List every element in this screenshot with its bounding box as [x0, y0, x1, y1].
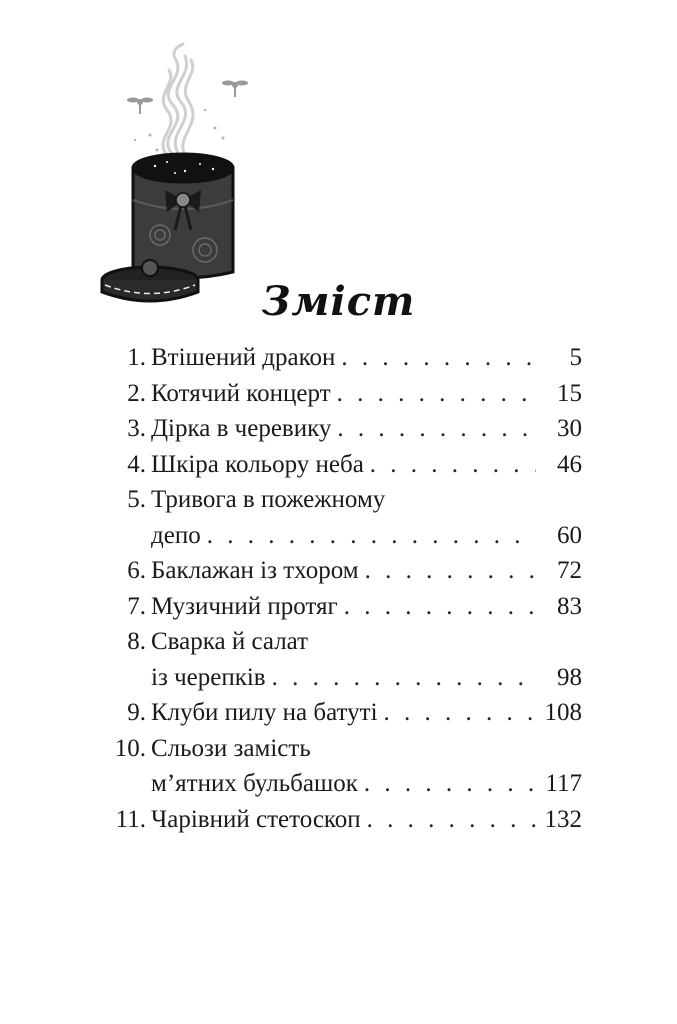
entry-number: 7.: [127, 592, 146, 620]
entry-page: 72: [557, 557, 582, 584]
toc-entry[interactable]: [100, 695, 582, 731]
entry-title: Сварка й салат: [151, 628, 309, 655]
dot-leader: [367, 802, 536, 838]
toc-entry[interactable]: [100, 340, 582, 376]
entry-page: 108: [544, 699, 582, 726]
toc-entry[interactable]: [100, 802, 582, 838]
entry-title: Дірка в черевику: [151, 415, 332, 442]
dot-leader: [207, 518, 536, 554]
entry-page: 15: [557, 379, 582, 407]
dot-leader: [370, 447, 536, 483]
entry-number: 4.: [127, 450, 146, 478]
entry-title: Втішений дракон: [151, 344, 336, 371]
entry-number: 8.: [127, 628, 146, 655]
dot-leader: [272, 660, 536, 696]
entry-number: 11.: [115, 805, 146, 833]
magic-hat-box-illustration: [95, 40, 265, 305]
toc-entry[interactable]: [100, 553, 582, 589]
toc-entry[interactable]: [100, 731, 582, 802]
dot-leader: [341, 340, 536, 376]
entry-title: Тривога в пожежному: [151, 486, 386, 513]
dot-leader: [344, 589, 536, 625]
entry-title: Котячий концерт: [151, 379, 331, 407]
entry-page: 5: [569, 344, 582, 371]
smoke-icon: [163, 44, 193, 155]
entry-title: Чарівний стетоскоп: [151, 805, 361, 833]
entry-number: 5.: [127, 486, 146, 513]
toc-title: Зміст: [261, 278, 416, 325]
toc-entry[interactable]: [100, 589, 582, 625]
entry-page: 60: [557, 521, 582, 549]
entry-page: 117: [545, 770, 582, 797]
entry-title-continued: депо: [151, 521, 201, 549]
entry-page: 132: [544, 805, 582, 833]
dot-leader: [384, 695, 536, 731]
dot-leader: [365, 553, 536, 589]
entry-title: Музичний протяг: [151, 592, 338, 620]
toc-entry[interactable]: [100, 411, 582, 447]
dot-leader: [337, 376, 536, 412]
entry-number: 9.: [127, 699, 146, 726]
entry-title-continued: із черепків: [151, 663, 266, 691]
entry-number: 10.: [114, 734, 146, 762]
entry-title: Сльози замість: [151, 734, 311, 762]
toc-entry[interactable]: [100, 447, 582, 483]
toc-entry[interactable]: [100, 482, 582, 553]
toc-entry[interactable]: [100, 624, 582, 695]
entry-number: 2.: [127, 379, 146, 407]
entry-number: 3.: [127, 415, 146, 442]
entry-title: Шкіра кольору неба: [151, 450, 364, 478]
entry-page: 83: [557, 592, 582, 620]
entry-page: 98: [557, 663, 582, 691]
dot-leader: [337, 411, 536, 447]
entry-title: Клуби пилу на батуті: [151, 699, 378, 726]
dot-leader: [364, 766, 536, 802]
entry-title: Баклажан із тхором: [151, 557, 359, 584]
entry-title-continued: м’ятних бульбашок: [151, 770, 358, 797]
toc-entry[interactable]: [100, 376, 582, 412]
entry-page: 46: [557, 450, 582, 478]
entry-number: 1.: [127, 344, 146, 371]
entry-number: 6.: [127, 557, 146, 584]
entry-page: 30: [557, 415, 582, 442]
table-of-contents: [100, 340, 582, 837]
